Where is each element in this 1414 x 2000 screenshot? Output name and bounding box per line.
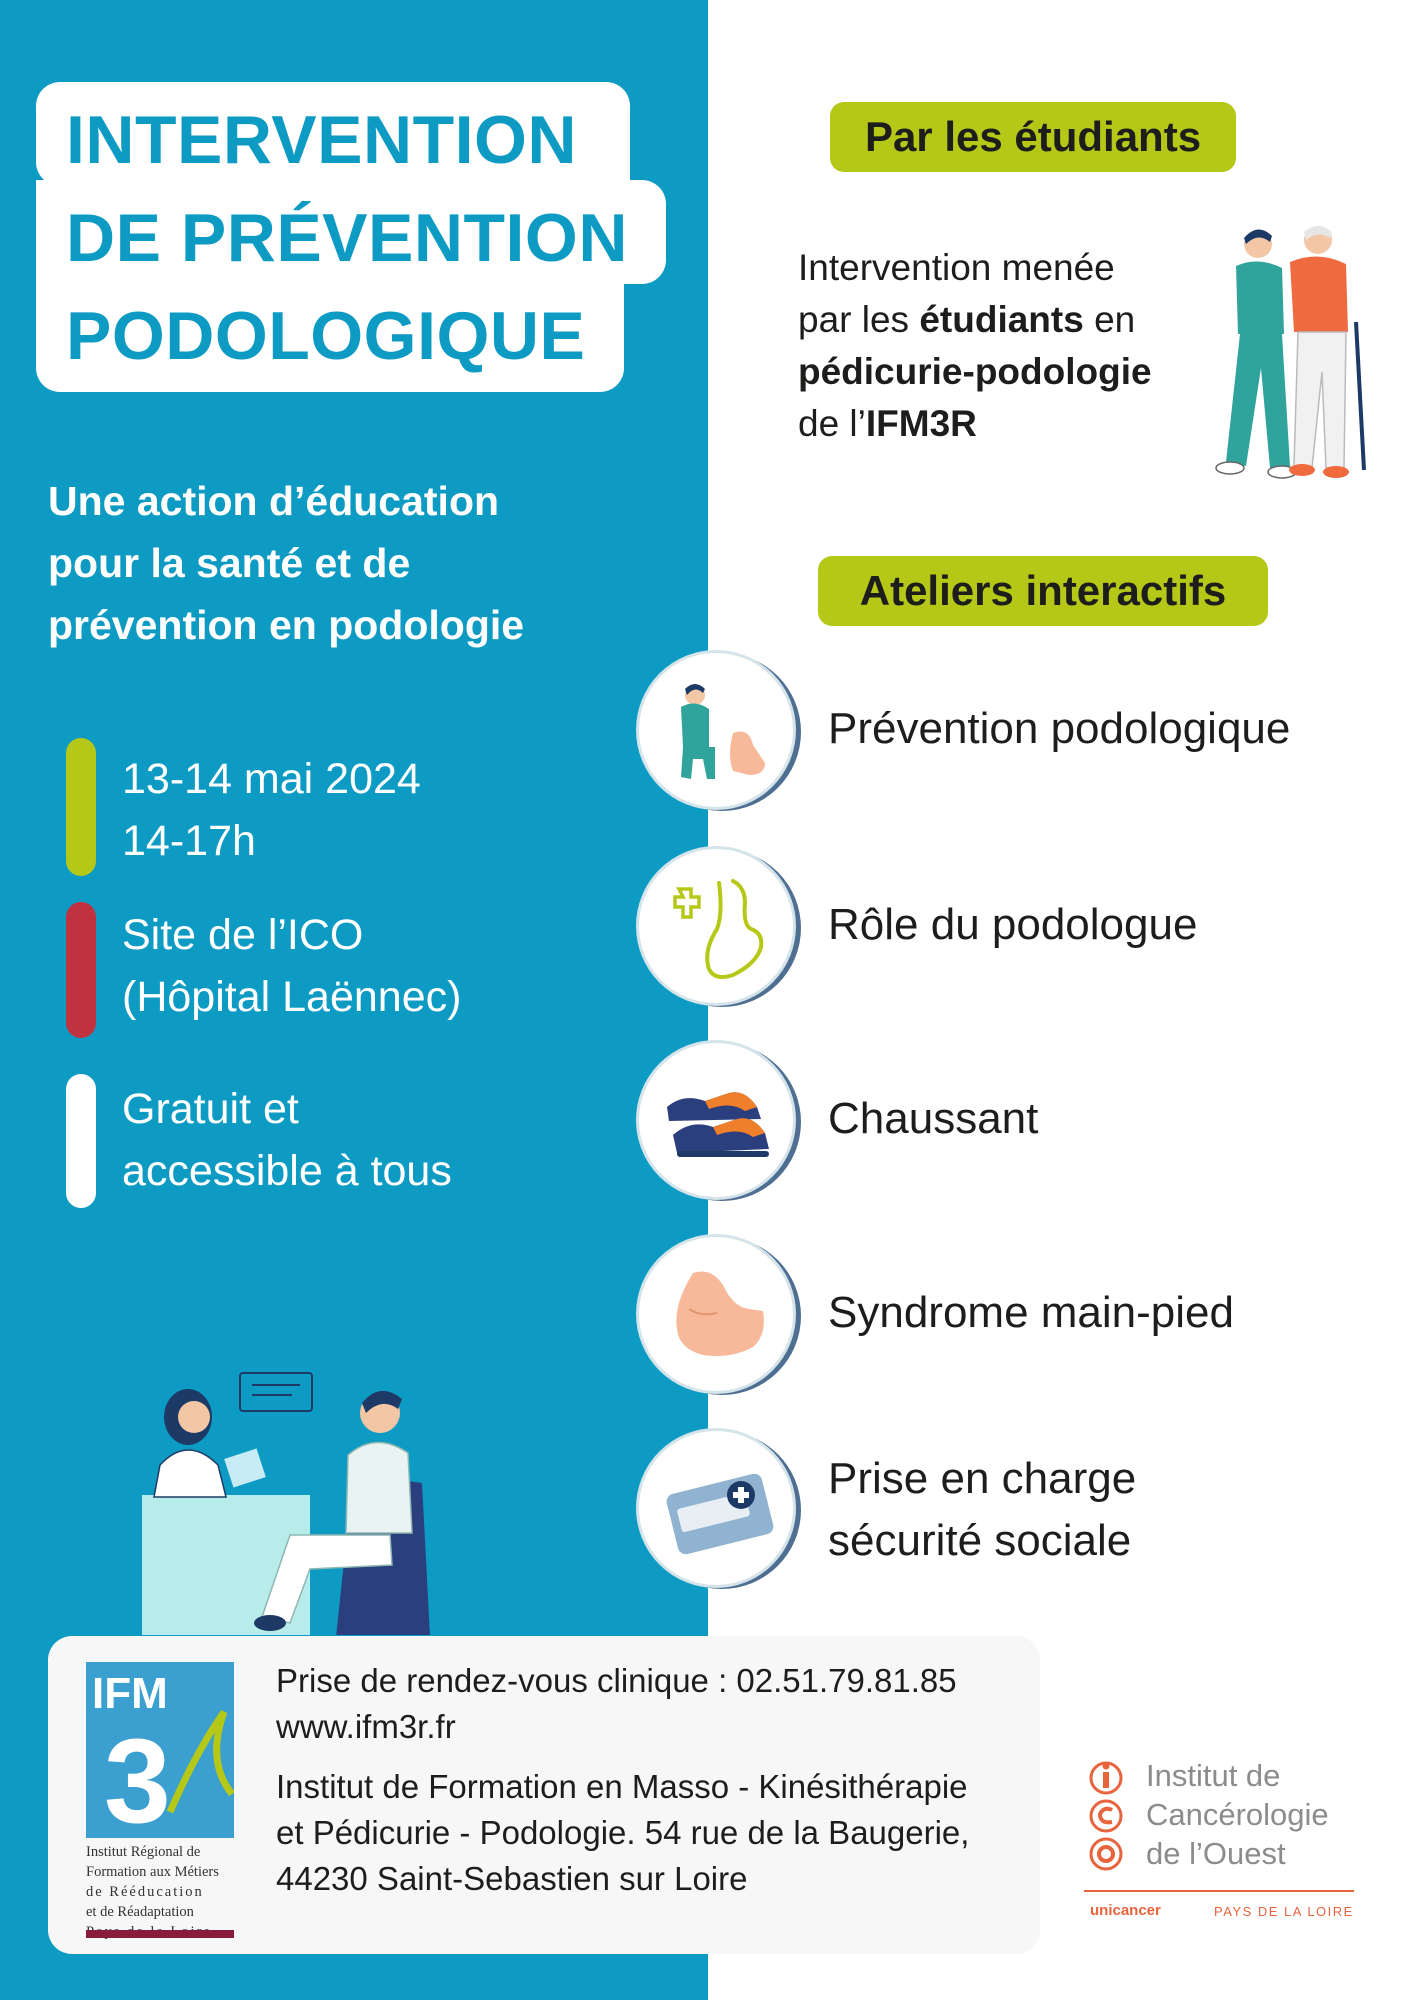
workshop-label: Syndrome main-pied: [828, 1288, 1234, 1337]
phone-line: Prise de rendez-vous clinique : 02.51.79.81.85: [276, 1662, 957, 1699]
region-label: PAYS DE LA LOIRE: [1214, 1904, 1354, 1919]
podiatrist-examining-foot-icon: [653, 667, 783, 797]
title-line-2: DE PRÉVENTION: [36, 180, 666, 284]
address-line-3: 44230 Saint-Sebastien sur Loire: [276, 1860, 748, 1897]
foot-cross-icon: [653, 863, 783, 993]
workshop-item: [636, 846, 1396, 1006]
workshop-icon-circle: [636, 846, 796, 1006]
unicancer-label: unicancer: [1090, 1902, 1161, 1919]
swollen-foot-icon: [653, 1251, 783, 1381]
access-info: Gratuit et accessible à tous: [122, 1085, 452, 1195]
contact-card: [48, 1636, 1040, 1954]
health-card-icon: [653, 1445, 783, 1575]
access-marker: [66, 1074, 96, 1208]
ifm3r-logo: [86, 1662, 234, 1932]
website-link[interactable]: www.ifm3r.fr: [276, 1708, 456, 1745]
ifm-mark: IFM: [92, 1669, 168, 1718]
address-line-1: Institut de Formation en Masso - Kinésithérapie: [276, 1768, 968, 1805]
svg-text:3: 3: [104, 1714, 171, 1838]
workshop-item: [636, 1234, 1396, 1394]
ico-name: Institut de Cancérologie de l’Ouest: [1146, 1758, 1329, 1871]
title-line-3: PODOLOGIQUE: [36, 278, 624, 392]
title-line-1: INTERVENTION: [36, 82, 630, 186]
workshop-label: Rôle du podologue: [828, 900, 1198, 949]
ico-divider: [1084, 1890, 1354, 1892]
workshop-label: Chaussant: [828, 1094, 1039, 1143]
ico-logo-icon: [1084, 1758, 1134, 1874]
student-helping-elderly-icon: [1206, 222, 1376, 484]
address-line-2: et Pédicurie - Podologie. 54 rue de la Baugerie,: [276, 1814, 970, 1851]
ifm3r-caption: Institut Régional de Formation aux Métiers de Rééducation et de Réadaptation: [86, 1844, 219, 1920]
date-marker: [66, 738, 96, 876]
ico-logo: [1084, 1756, 1364, 1926]
consultation-illustration-icon: [140, 1365, 460, 1637]
workshop-label: Prise en charge sécurité sociale: [828, 1454, 1137, 1565]
students-badge: Par les étudiants: [830, 102, 1236, 172]
workshop-icon-circle: [636, 1428, 796, 1588]
workshop-label: Prévention podologique: [828, 704, 1291, 753]
ifm3r-underline: [86, 1930, 234, 1938]
workshop-icon-circle: [636, 1234, 796, 1394]
date-info: 13-14 mai 2024 14-17h: [122, 755, 421, 865]
ifm3r-logo-icon: [86, 1662, 234, 1838]
workshops-badge: Ateliers interactifs: [818, 556, 1268, 626]
workshop-item: [636, 1428, 1396, 1588]
sneakers-icon: [653, 1057, 783, 1187]
workshop-item: [636, 650, 1396, 810]
workshop-icon-circle: [636, 650, 796, 810]
students-intro: Intervention menée par les étudiants en pédicurie-podologie de l’IFM3R: [798, 247, 1152, 444]
location-marker: [66, 902, 96, 1038]
workshop-item: [636, 1040, 1396, 1200]
workshop-icon-circle: [636, 1040, 796, 1200]
location-info: Site de l’ICO (Hôpital Laënnec): [122, 911, 462, 1021]
subtitle: Une action d’éducation pour la santé et de prévention en podologie: [48, 478, 525, 648]
